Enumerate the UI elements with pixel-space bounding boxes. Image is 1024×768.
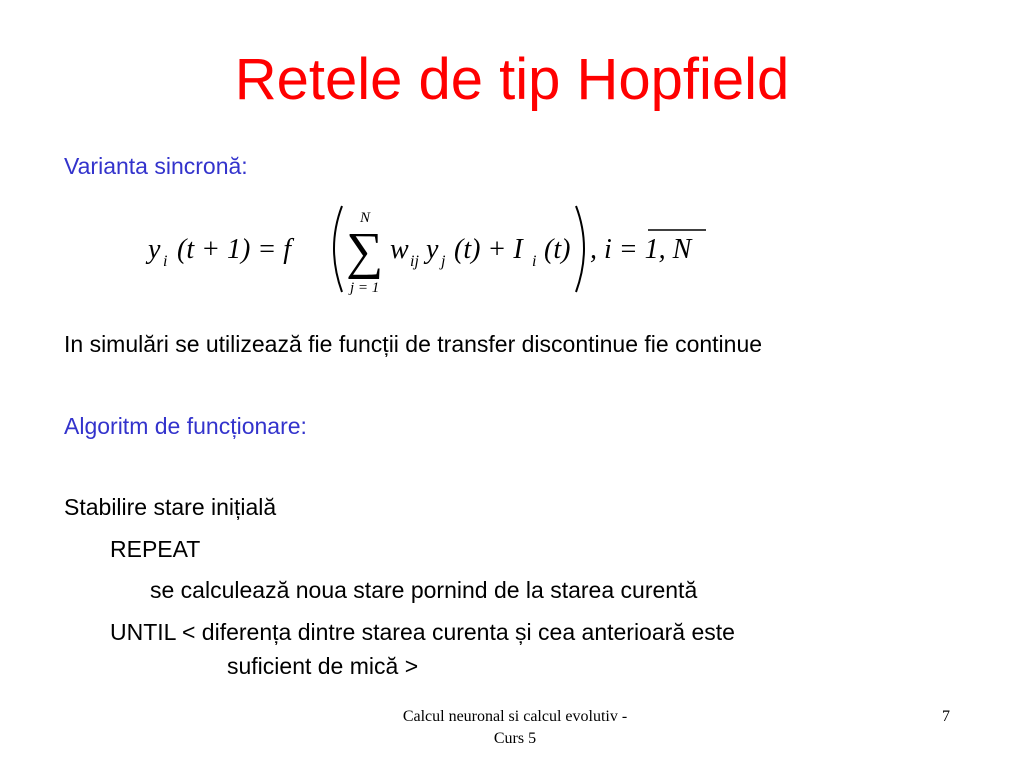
footer-line-2: Curs 5 xyxy=(493,730,537,747)
page-number: 7 xyxy=(942,708,950,725)
formula-left-paren xyxy=(334,206,342,292)
formula-y: y xyxy=(148,234,161,265)
formula-w: w xyxy=(390,234,409,265)
formula-t-plus-I: (t) + I xyxy=(454,234,523,265)
simulation-text: In simulări se utilizează fie funcții de transfer discontinue fie continue xyxy=(64,331,763,357)
slide-title: Retele de tip Hopfield xyxy=(234,47,790,112)
step-until: UNTIL < diferența dintre starea curenta și cea anterioară este xyxy=(110,619,735,645)
step-compute: se calculează noua stare pornind de la starea curentă xyxy=(150,577,698,603)
formula-yj: y xyxy=(426,234,439,265)
formula-tail: , i = 1, N xyxy=(590,234,692,265)
formula-yj-sub: j xyxy=(441,253,446,270)
footer-line-1: Calcul neuronal si calcul evolutiv - xyxy=(402,708,628,725)
subtitle-sync: Varianta sincronă: xyxy=(64,153,248,179)
formula-sum-symbol: ∑ xyxy=(346,223,384,280)
step-repeat: REPEAT xyxy=(110,536,201,562)
step-init: Stabilire stare inițială xyxy=(64,494,277,520)
formula-sum-top: N xyxy=(360,210,371,226)
formula-t2: (t) xyxy=(544,234,571,265)
step-until-continued: suficient de mică > xyxy=(227,653,419,679)
formula-lhs-arg: (t + 1) = f xyxy=(177,234,291,265)
formula xyxy=(140,200,740,310)
formula-sum-bottom: j = 1 xyxy=(350,280,380,296)
formula-graphic xyxy=(140,200,740,310)
formula-y-sub: i xyxy=(163,253,168,270)
algorithm-heading: Algoritm de funcționare: xyxy=(64,413,307,439)
slide-footer xyxy=(355,706,675,750)
formula-w-sub: ij xyxy=(410,253,419,270)
formula-I-sub: i xyxy=(532,253,537,270)
formula-right-paren xyxy=(576,206,584,292)
